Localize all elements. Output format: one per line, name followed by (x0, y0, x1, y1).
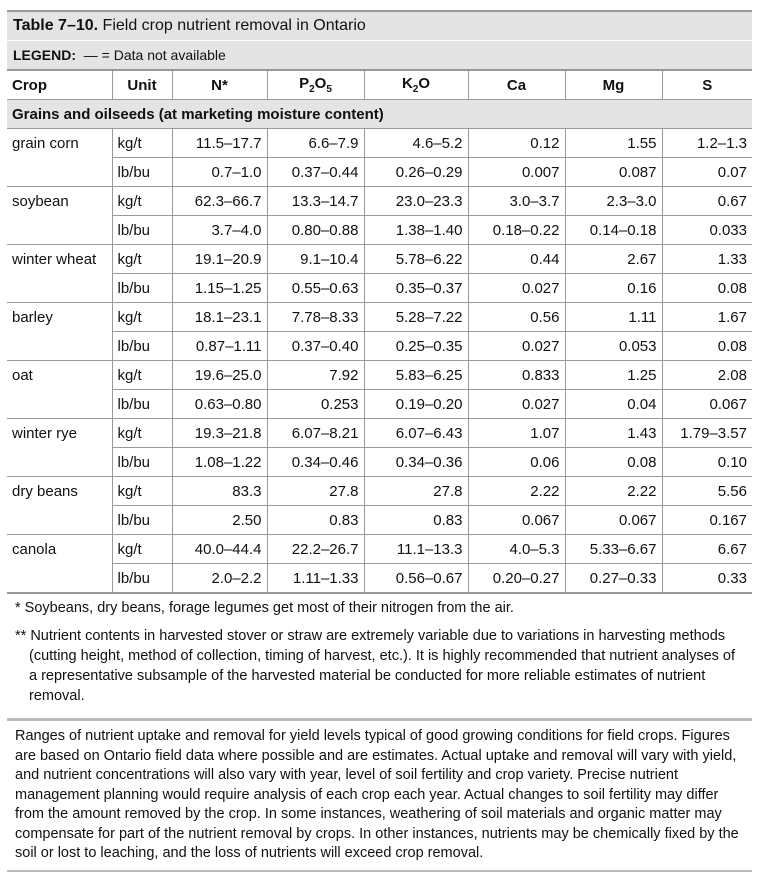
unit-cell: lb/bu (112, 216, 172, 245)
value-cell: 6.6–7.9 (267, 129, 364, 158)
value-cell: 2.3–3.0 (565, 187, 662, 216)
value-cell: 5.83–6.25 (364, 361, 468, 390)
value-cell: 0.87–1.11 (172, 332, 267, 361)
value-cell: 0.34–0.36 (364, 448, 468, 477)
nutrient-table (7, 69, 752, 593)
table-row (7, 506, 752, 535)
footnote: * Soybeans, dry beans, forage legumes get most of their nitrogen from the air. (15, 600, 514, 616)
header-unit: Unit (112, 70, 172, 100)
value-cell: 0.83 (267, 506, 364, 535)
value-cell: 0.20–0.27 (468, 564, 565, 593)
value-cell: 6.07–6.43 (364, 419, 468, 448)
value-cell: 0.067 (565, 506, 662, 535)
value-cell: 0.27–0.33 (565, 564, 662, 593)
value-cell: 0.08 (662, 274, 752, 303)
section-label: Grains and oilseeds (at marketing moisture content) (7, 100, 752, 129)
value-cell: 0.37–0.44 (267, 158, 364, 187)
value-cell: 19.6–25.0 (172, 361, 267, 390)
value-cell: 0.56–0.67 (364, 564, 468, 593)
table-title-text: Field crop nutrient removal in Ontario (102, 17, 366, 34)
value-cell: 0.16 (565, 274, 662, 303)
value-cell: 0.067 (468, 506, 565, 535)
value-cell: 1.2–1.3 (662, 129, 752, 158)
unit-cell: kg/t (112, 535, 172, 564)
value-cell: 0.027 (468, 390, 565, 419)
table-row (7, 390, 752, 419)
value-cell: 0.14–0.18 (565, 216, 662, 245)
value-cell: 62.3–66.7 (172, 187, 267, 216)
legend-text: — = Data not available (83, 47, 226, 63)
value-cell: 13.3–14.7 (267, 187, 364, 216)
value-cell: 22.2–26.7 (267, 535, 364, 564)
header-crop: Crop (7, 70, 112, 100)
footnotes (7, 593, 752, 718)
crop-name: barley (7, 303, 112, 361)
table-row (7, 274, 752, 303)
table-row (7, 477, 752, 506)
table-row (7, 245, 752, 274)
unit-cell: lb/bu (112, 564, 172, 593)
value-cell: 19.3–21.8 (172, 419, 267, 448)
unit-cell: kg/t (112, 245, 172, 274)
value-cell: 1.38–1.40 (364, 216, 468, 245)
value-cell: 1.79–3.57 (662, 419, 752, 448)
value-cell: 40.0–44.4 (172, 535, 267, 564)
value-cell: 0.80–0.88 (267, 216, 364, 245)
table-row (7, 158, 752, 187)
value-cell: 0.10 (662, 448, 752, 477)
header-k2o: $K_2O$ (364, 70, 468, 100)
value-cell: 0.12 (468, 129, 565, 158)
value-cell: 0.07 (662, 158, 752, 187)
section-row (7, 100, 752, 129)
nutrient-table-document (7, 10, 752, 872)
legend-label: LEGEND: (13, 47, 76, 63)
value-cell: 0.83 (364, 506, 468, 535)
legend (7, 40, 752, 69)
value-cell: 7.78–8.33 (267, 303, 364, 332)
unit-cell: kg/t (112, 477, 172, 506)
table-row (7, 361, 752, 390)
value-cell: 0.26–0.29 (364, 158, 468, 187)
value-cell: 0.34–0.46 (267, 448, 364, 477)
value-cell: 7.92 (267, 361, 364, 390)
value-cell: 0.033 (662, 216, 752, 245)
unit-cell: kg/t (112, 129, 172, 158)
table-row (7, 216, 752, 245)
value-cell: 27.8 (267, 477, 364, 506)
value-cell: 0.027 (468, 274, 565, 303)
value-cell: 4.0–5.3 (468, 535, 565, 564)
value-cell: 0.067 (662, 390, 752, 419)
value-cell: 0.19–0.20 (364, 390, 468, 419)
value-cell: 0.06 (468, 448, 565, 477)
crop-name: winter rye (7, 419, 112, 477)
table-title (7, 10, 752, 40)
crop-name: oat (7, 361, 112, 419)
crop-name: grain corn (7, 129, 112, 187)
value-cell: 18.1–23.1 (172, 303, 267, 332)
value-cell: 1.55 (565, 129, 662, 158)
value-cell: 0.04 (565, 390, 662, 419)
value-cell: 0.007 (468, 158, 565, 187)
value-cell: 23.0–23.3 (364, 187, 468, 216)
table-row (7, 187, 752, 216)
table-row (7, 535, 752, 564)
header-s: S (662, 70, 752, 100)
value-cell: 5.28–7.22 (364, 303, 468, 332)
value-cell: 1.07 (468, 419, 565, 448)
table-row (7, 129, 752, 158)
value-cell: 6.07–8.21 (267, 419, 364, 448)
value-cell: 1.11 (565, 303, 662, 332)
value-cell: 2.50 (172, 506, 267, 535)
value-cell: 2.08 (662, 361, 752, 390)
value-cell: 1.43 (565, 419, 662, 448)
value-cell: 0.08 (565, 448, 662, 477)
value-cell: 0.053 (565, 332, 662, 361)
value-cell: 5.33–6.67 (565, 535, 662, 564)
unit-cell: kg/t (112, 361, 172, 390)
table-row (7, 332, 752, 361)
unit-cell: kg/t (112, 187, 172, 216)
value-cell: 6.67 (662, 535, 752, 564)
value-cell: 0.25–0.35 (364, 332, 468, 361)
value-cell: 1.08–1.22 (172, 448, 267, 477)
value-cell: 3.7–4.0 (172, 216, 267, 245)
value-cell: 0.63–0.80 (172, 390, 267, 419)
value-cell: 2.22 (565, 477, 662, 506)
unit-cell: lb/bu (112, 332, 172, 361)
value-cell: 11.5–17.7 (172, 129, 267, 158)
value-cell: 0.55–0.63 (267, 274, 364, 303)
value-cell: 9.1–10.4 (267, 245, 364, 274)
header-p2o5: $P_2O_5$ (267, 70, 364, 100)
unit-cell: lb/bu (112, 158, 172, 187)
value-cell: 5.78–6.22 (364, 245, 468, 274)
unit-cell: lb/bu (112, 274, 172, 303)
value-cell: 0.167 (662, 506, 752, 535)
unit-cell: lb/bu (112, 448, 172, 477)
footnote: ** Nutrient contents in harvested stover or straw are extremely variable due to variations in harvesting methods (cutting height, method of collection, timing of harvest, etc.). It is highly recommended that nutrient analyses of a representative subsample of the harvested material be conducted for more reliable estimates of nutrient removal. (15, 628, 736, 704)
value-cell: 4.6–5.2 (364, 129, 468, 158)
value-cell: 0.087 (565, 158, 662, 187)
value-cell: 0.253 (267, 390, 364, 419)
header-ca: Ca (468, 70, 565, 100)
unit-cell: lb/bu (112, 506, 172, 535)
crop-name: winter wheat (7, 245, 112, 303)
crop-name: canola (7, 535, 112, 593)
header-row (7, 70, 752, 100)
value-cell: 1.11–1.33 (267, 564, 364, 593)
value-cell: 0.37–0.40 (267, 332, 364, 361)
value-cell: 83.3 (172, 477, 267, 506)
value-cell: 19.1–20.9 (172, 245, 267, 274)
value-cell: 1.33 (662, 245, 752, 274)
header-n: N* (172, 70, 267, 100)
value-cell: 0.56 (468, 303, 565, 332)
value-cell: 0.44 (468, 245, 565, 274)
table-row (7, 303, 752, 332)
value-cell: 2.67 (565, 245, 662, 274)
value-cell: 2.22 (468, 477, 565, 506)
value-cell: 0.027 (468, 332, 565, 361)
value-cell: 0.08 (662, 332, 752, 361)
table-row (7, 564, 752, 593)
value-cell: 2.0–2.2 (172, 564, 267, 593)
unit-cell: kg/t (112, 419, 172, 448)
crop-name: soybean (7, 187, 112, 245)
table-row (7, 419, 752, 448)
value-cell: 1.25 (565, 361, 662, 390)
unit-cell: kg/t (112, 303, 172, 332)
value-cell: 0.833 (468, 361, 565, 390)
value-cell: 3.0–3.7 (468, 187, 565, 216)
value-cell: 27.8 (364, 477, 468, 506)
table-row (7, 448, 752, 477)
value-cell: 1.15–1.25 (172, 274, 267, 303)
value-cell: 11.1–13.3 (364, 535, 468, 564)
unit-cell: lb/bu (112, 390, 172, 419)
crop-name: dry beans (7, 477, 112, 535)
header-mg: Mg (565, 70, 662, 100)
value-cell: 0.35–0.37 (364, 274, 468, 303)
table-number: Table 7–10. (13, 17, 99, 34)
value-cell: 0.67 (662, 187, 752, 216)
value-cell: 0.18–0.22 (468, 216, 565, 245)
table-description: Ranges of nutrient uptake and removal for yield levels typical of good growing conditions for field crops. Figures are based on Ontario field data where possible and are estimates. Actual uptake and removal will vary with yield, and nutrient concentrations will also vary with year, level of soil fertility and crop variety. Precise nutrient management planning would require analysis of each crop each year. Actual changes to soil fertility may differ from the amount removed by the crop. In some instances, weathering of soil materials and organic matter may compensate for part of the nutrient removal by crops. In other instances, nutrients may be chemically fixed by the soil or lost to leaching, and the loss of nutrients will exceed crop removal. (7, 718, 752, 872)
value-cell: 0.7–1.0 (172, 158, 267, 187)
value-cell: 1.67 (662, 303, 752, 332)
value-cell: 0.33 (662, 564, 752, 593)
value-cell: 5.56 (662, 477, 752, 506)
